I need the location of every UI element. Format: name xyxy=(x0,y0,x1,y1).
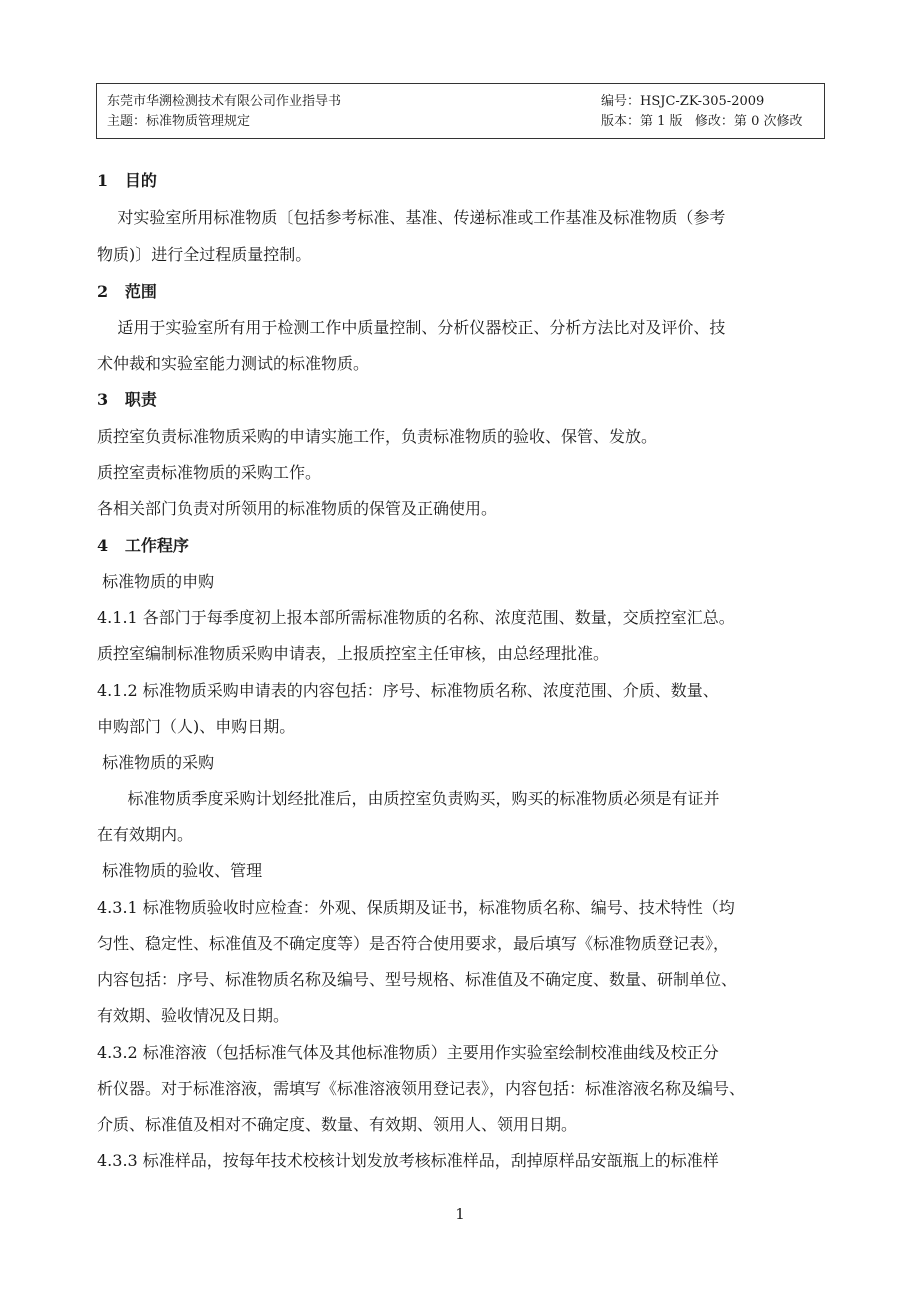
section-4-heading: 4 工作程序 xyxy=(97,536,189,555)
clause-4-3-3-line-1: 4.3.3 标准样品，按每年技术校核计划发放考核标准样品，刮掉原样品安瓿瓶上的标准样 xyxy=(97,1151,719,1170)
header-row-2 xyxy=(107,112,814,132)
clause-4-3-2-line-2: 析仪器。对于标准溶液，需填写《标准溶液领用登记表》，内容包括：标准溶液名称及编号、 xyxy=(97,1079,746,1098)
clause-4-1-2-line-1: 4.1.2 标准物质采购申请表的内容包括：序号、标准物质名称、浓度范围、介质、数量、 xyxy=(97,681,719,700)
clause-4-3-1-line-3: 内容包括：序号、标准物质名称及编号、型号规格、标准值及不确定度、数量、研制单位、 xyxy=(97,970,738,989)
clause-4-3-2-line-1: 4.3.2 标准溶液（包括标准气体及其他标准物质）主要用作实验室绘制校准曲线及校正分 xyxy=(97,1043,719,1062)
subsection-4-1-heading: 标准物质的申购 xyxy=(97,572,215,591)
section-3-heading: 3 职责 xyxy=(97,390,157,409)
section-3-line-3: 各相关部门负责对所领用的标准物质的保管及正确使用。 xyxy=(97,499,498,518)
section-1-heading: 1 目的 xyxy=(97,171,157,190)
clause-4-3-1-line-1: 4.3.1 标准物质验收时应检查：外观、保质期及证书，标准物质名称、编号、技术特性（均 xyxy=(97,898,735,917)
document-header-box xyxy=(96,83,825,139)
subsection-4-2-heading: 标准物质的采购 xyxy=(97,753,215,772)
clause-4-3-2-line-3: 介质、标准值及相对不确定度、数量、有效期、领用人、领用日期。 xyxy=(97,1115,578,1134)
company-title: 东莞市华溯检测技术有限公司作业指导书 xyxy=(107,94,342,109)
clause-4-1-2-line-2: 申购部门（人)、申购日期。 xyxy=(97,717,296,736)
clause-4-1-1-line-2: 质控室编制标准物质采购申请表，上报质控室主任审核，由总经理批准。 xyxy=(97,644,610,663)
page-number: 1 xyxy=(455,1205,465,1223)
section-2-text-line-1: 适用于实验室所有用于检测工作中质量控制、分析仪器校正、分析方法比对及评价、技 xyxy=(97,318,726,337)
clause-4-2-line-1: 标准物质季度采购计划经批准后，由质控室负责购买，购买的标准物质必须是有证并 xyxy=(97,789,720,808)
section-2-text-line-2: 术仲裁和实验室能力测试的标准物质。 xyxy=(97,354,370,373)
subsection-4-3-heading: 标准物质的验收、管理 xyxy=(97,861,263,880)
header-row-1 xyxy=(107,92,814,112)
clause-4-2-line-2: 在有效期内。 xyxy=(97,825,194,844)
section-1-text-line-1: 对实验室所用标准物质〔包括参考标准、基准、传递标准或工作基准及标准物质（参考 xyxy=(97,208,726,227)
document-subject: 主题：标准物质管理规定 xyxy=(107,114,251,129)
version-info: 版本：第 1 版 修改：第 0 次修改 xyxy=(601,114,803,129)
section-2-heading: 2 范围 xyxy=(97,282,157,301)
section-3-line-1: 质控室负责标准物质采购的申请实施工作，负责标准物质的验收、保管、发放。 xyxy=(97,427,658,446)
section-1-text-line-2: 物质)〕进行全过程质量控制。 xyxy=(97,245,312,264)
section-3-line-2: 质控室责标准物质的采购工作。 xyxy=(97,463,322,482)
clause-4-1-1-line-1: 4.1.1 各部门于每季度初上报本部所需标准物质的名称、浓度范围、数量，交质控室汇总。 xyxy=(97,608,735,627)
clause-4-3-1-line-2: 匀性、稳定性、标准值及不确定度等）是否符合使用要求，最后填写《标准物质登记表》， xyxy=(97,934,730,953)
document-number: 编号：HSJC-ZK-305-2009 xyxy=(601,94,765,109)
clause-4-3-1-line-4: 有效期、验收情况及日期。 xyxy=(97,1006,290,1025)
